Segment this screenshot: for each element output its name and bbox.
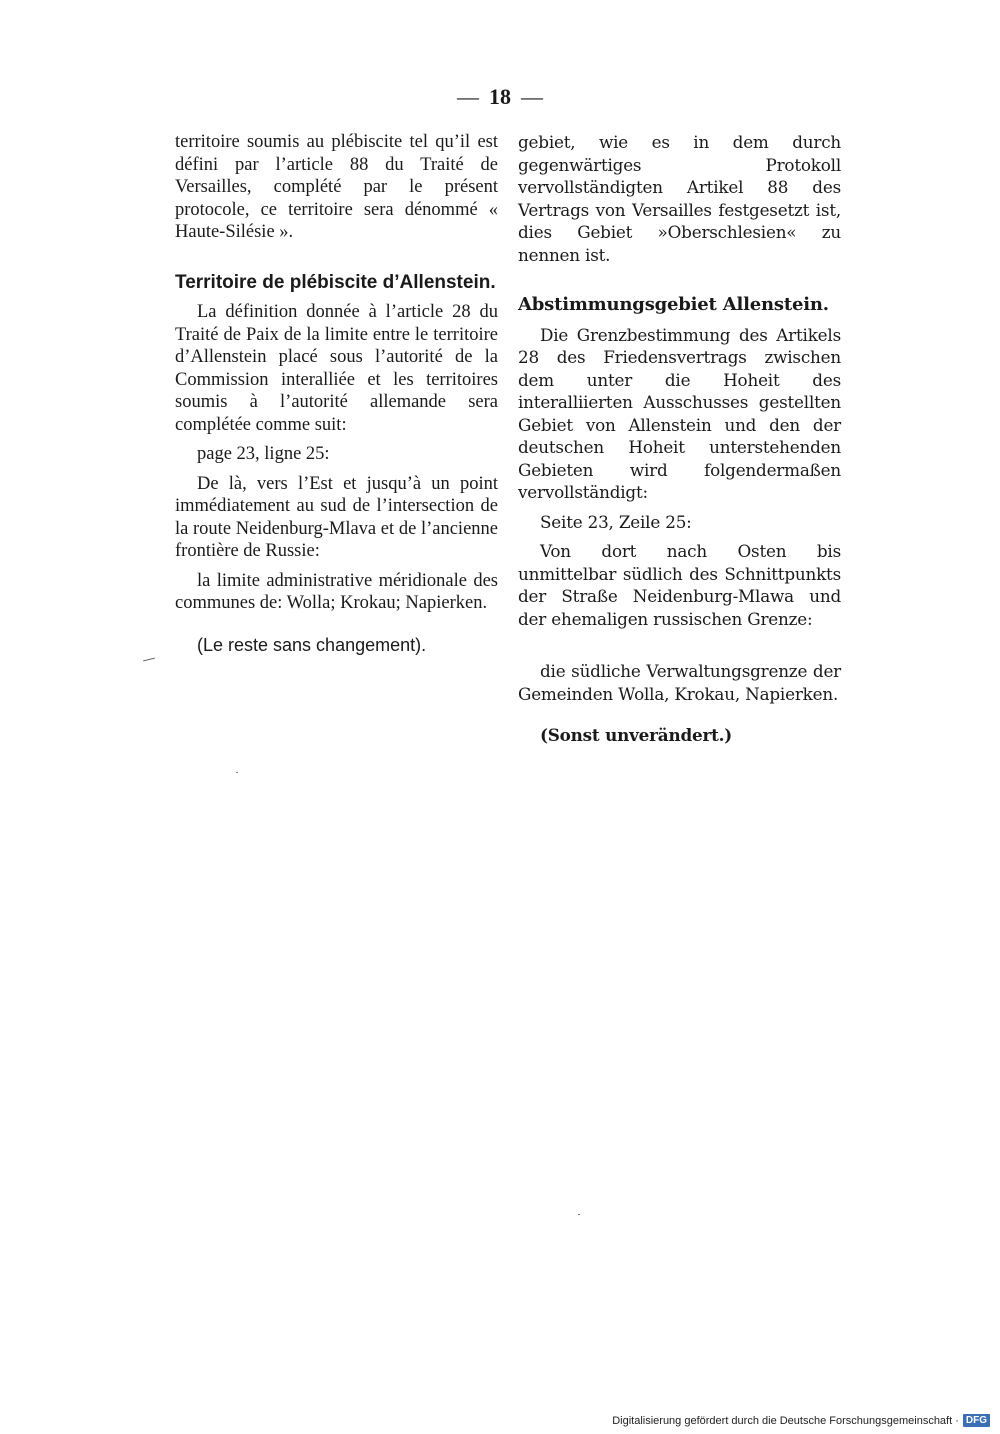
digitization-footer <box>612 1414 990 1427</box>
french-column <box>175 131 498 656</box>
french-closing: (Le reste sans changement). <box>197 634 427 655</box>
german-paragraph-3: Seite 23, Zeile 25: <box>540 511 692 532</box>
page-number <box>0 84 1000 110</box>
french-paragraph-4: De là, vers l’Est et jusqu’à un point immédiatement au sud de l’intersection de la route Neidenburg-Mlava et de l’ancienne frontière de Russie: <box>175 473 498 561</box>
french-paragraph-2: La définition donnée à l’article 28 du Traité de Paix de la limite entre le territoire d’Allenstein placé sous l’autorité de la Commission interalliée et les territoires soumis à l’autorité allemande sera complétée comme suit: <box>175 302 498 435</box>
french-paragraph-3: page 23, ligne 25: <box>197 444 330 464</box>
page-number-value: 18 <box>489 84 511 109</box>
german-closing: (Sonst unverändert.) <box>540 725 733 745</box>
german-paragraph-5: die südliche Verwaltungsgrenze der Gemeinden Wolla, Krokau, Napierken. <box>518 661 841 704</box>
footer-text: Digitalisierung gefördert durch die Deutsche Forschungsgemeinschaft · <box>612 1414 959 1427</box>
page-number-dash-left: — <box>457 84 479 109</box>
french-paragraph-1: territoire soumis au plébiscite tel qu’il est défini par l’article 88 du Traité de Versailles, complété par le présent protocole, ce territoire sera dénommé « Haute-Silésie ». <box>175 132 498 242</box>
german-heading: Abstimmungsgebiet Allenstein. <box>518 294 829 315</box>
page-number-dash-right: — <box>521 84 543 109</box>
scan-speck <box>236 772 238 773</box>
french-paragraph-5: la limite administrative méridionale des communes de: Wolla; Krokau; Napierken. <box>175 570 498 613</box>
french-heading: Territoire de plébiscite d’Allenstein. <box>175 271 496 293</box>
scan-edge-mark <box>143 658 155 662</box>
german-paragraph-4: Von dort nach Osten bis unmittelbar südlich des Schnittpunkts der Straße Neidenburg-Mlawa und der ehemaligen russischen Grenze: <box>518 541 841 629</box>
german-paragraph-1: gebiet, wie es in dem durch gegenwärtiges Protokoll vervollständigten Artikel 88 des Vertrags von Versailles festgesetzt ist, dies Gebiet »Oberschlesien« zu nennen ist. <box>518 132 841 265</box>
german-paragraph-2: Die Grenzbestimmung des Artikels 28 des Friedensvertrags zwischen dem unter die Hoheit des interalliierten Ausschusses gestellten Gebiet von Allenstein und den der deutschen Hoheit unterstehenden Gebieten wird folgendermaßen vervollständigt: <box>518 324 841 502</box>
german-column <box>518 131 841 747</box>
dfg-logo: DFG <box>963 1414 990 1427</box>
scan-speck <box>578 1214 580 1215</box>
